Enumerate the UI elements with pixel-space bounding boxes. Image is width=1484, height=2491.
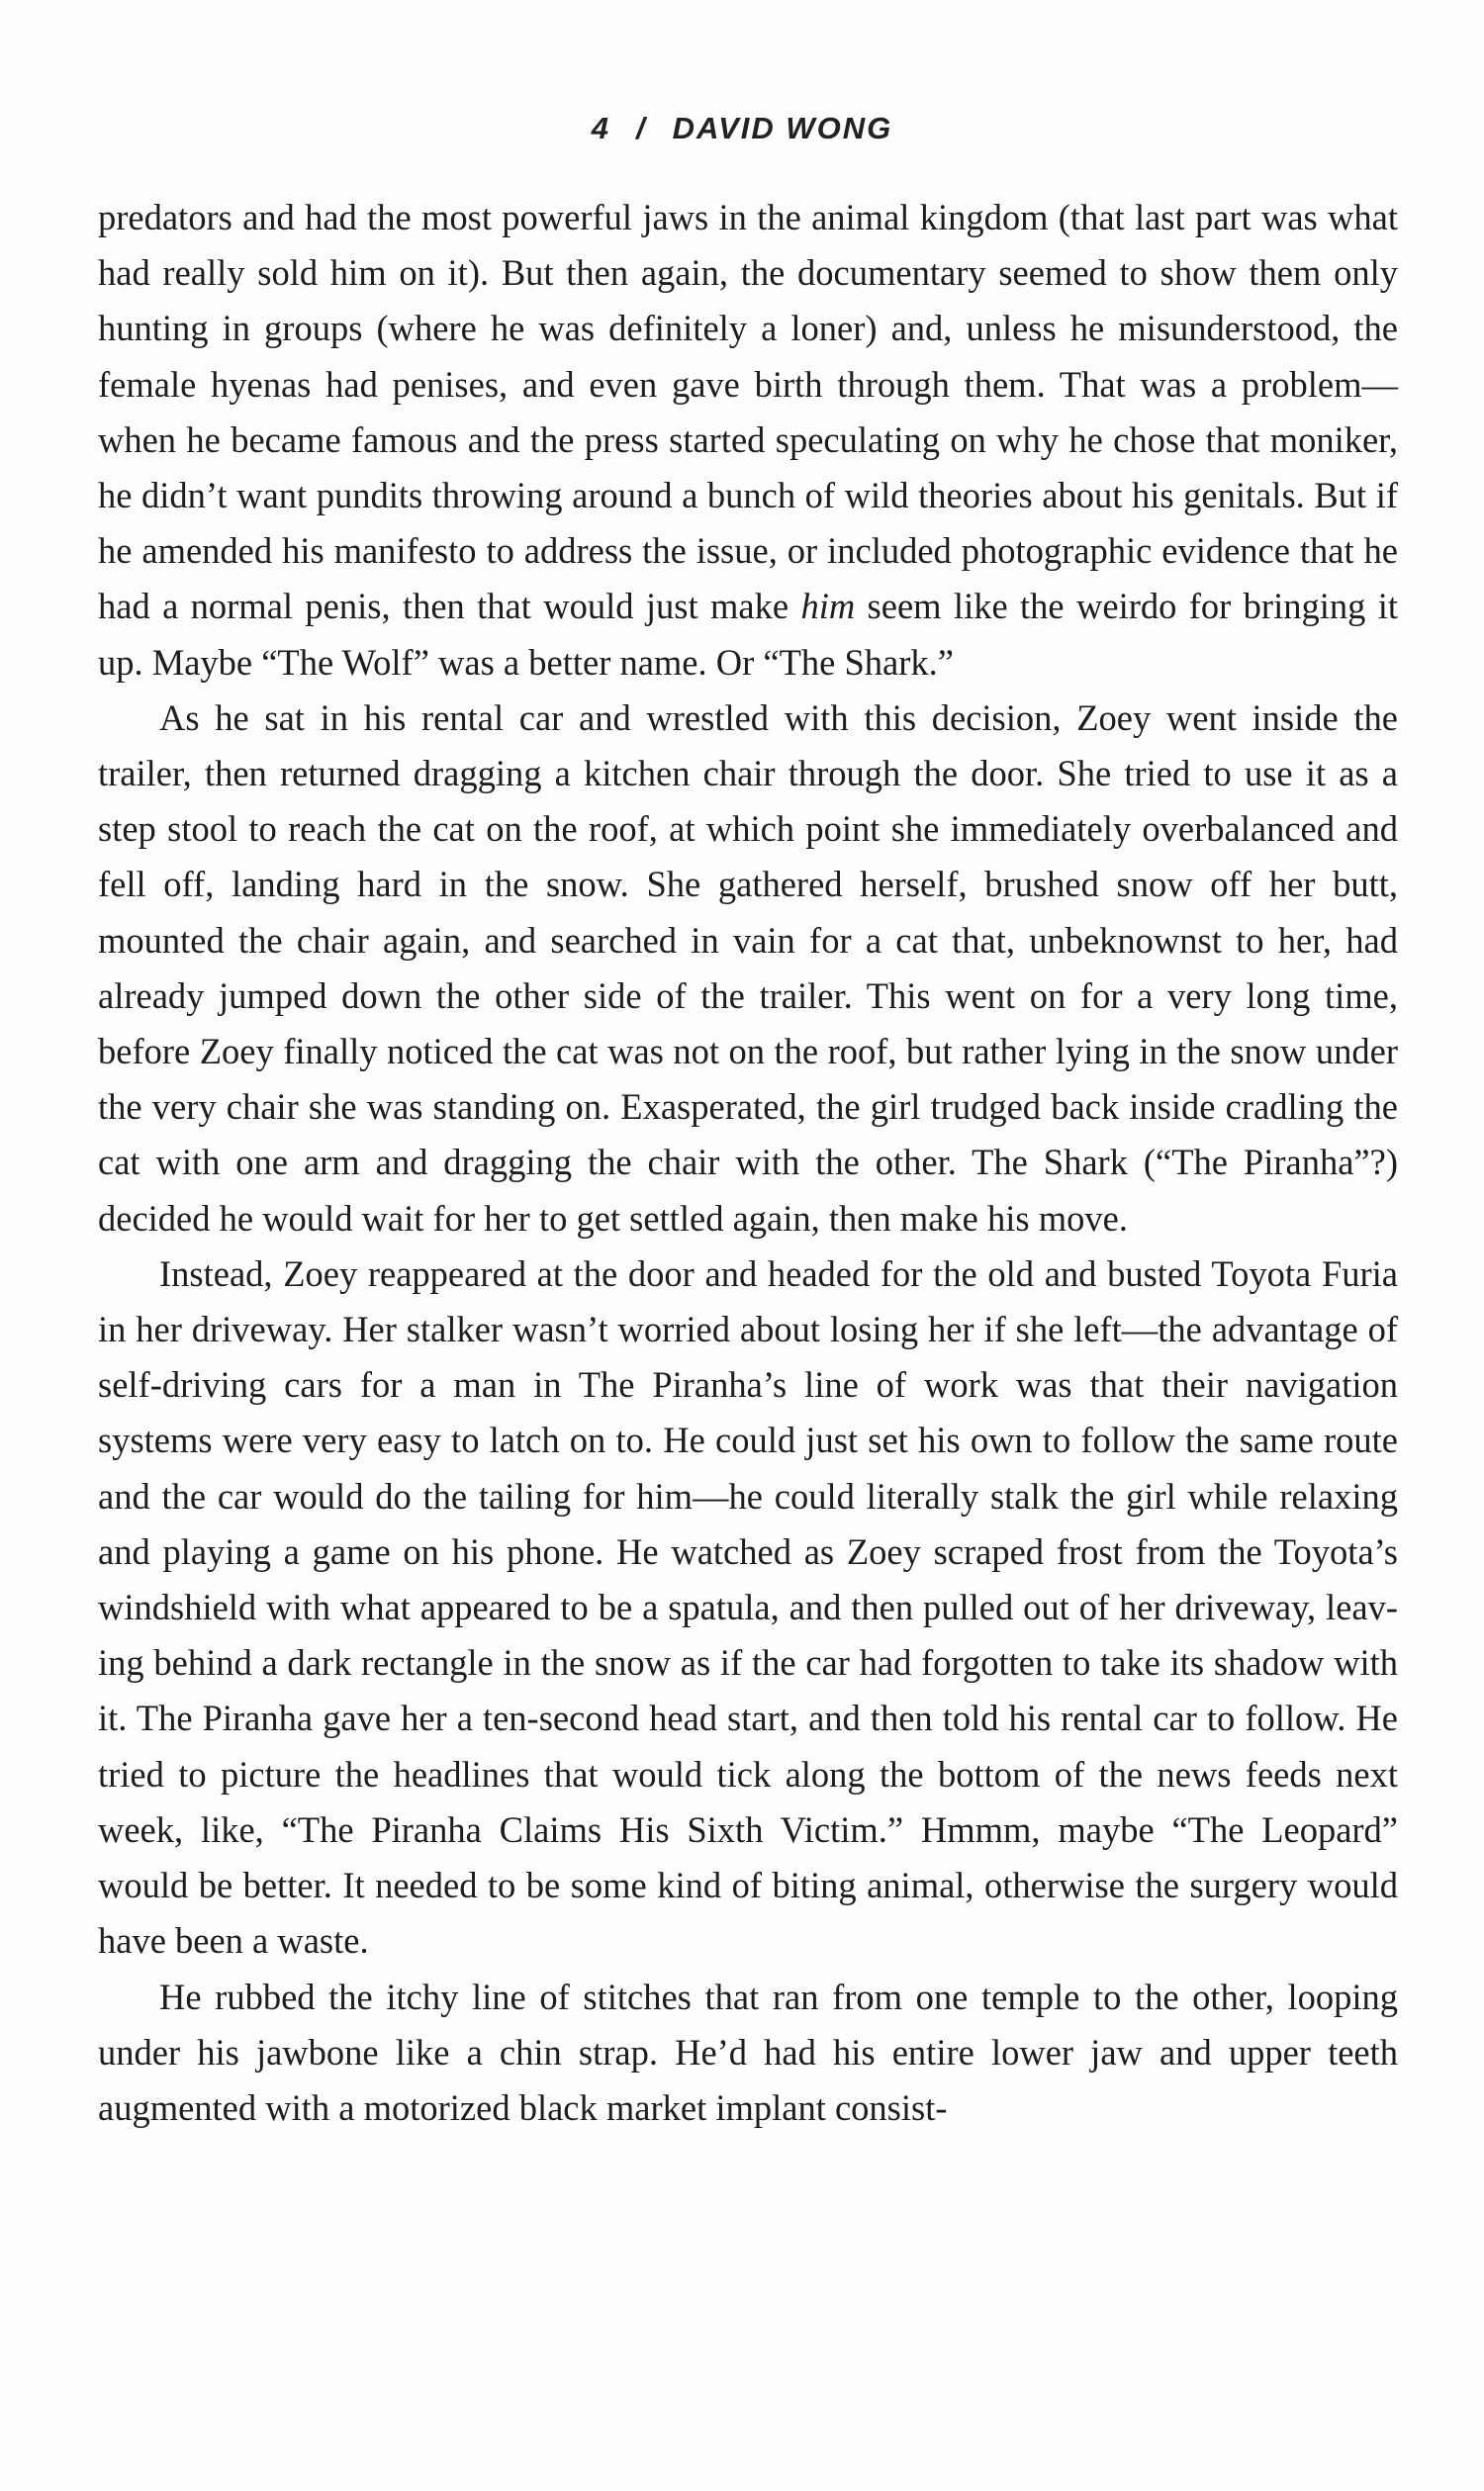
running-head [0, 111, 1484, 146]
paragraph-text: seem like the weirdo for bringing it up. Maybe “The Wolf” was a better name. Or “The Shark.” [98, 586, 1399, 683]
paragraph [98, 1970, 1398, 2137]
paragraph-text: He rubbed the itchy line of stitches that ran from one temple to the other, looping under his jawbone like a chin strap. He’d had his entire lower jaw and upper teeth augmented with a motorized black market implant consist- [98, 1976, 1398, 2128]
paragraph [98, 190, 1398, 691]
body-text [98, 190, 1398, 2136]
page-number: 4 [591, 111, 610, 145]
paragraph [98, 691, 1398, 1246]
paragraph [98, 1246, 1398, 1970]
paragraph-text: Instead, Zoey reappeared at the door and headed for the old and busted Toyota Furia in her driveway. Her stalker wasn’t worried about losing her if she left—the advantage of self-driving cars for a man in The Piranha’s line of work was that their navigation systems were very easy to latch on to. He could just set his own to follow the same route and the car would do the tailing for him—he could literally stalk the girl while relaxing and playing a game on his phone. He watched as Zoey scraped frost from the Toyota’s windshield with what appeared to be a spatula, and then pulled out of her driveway, leaving behind a dark rectangle in the snow as if the car had forgotten to take its shadow with it. The Piranha gave her a ten-second head start, and then told his rental car to follow. He tried to picture the headlines that would tick along the bottom of the news feeds next week, like, “The Piranha Claims His Sixth Victim.” Hmmm, maybe “The Leopard” would be better. It needed to be some kind of biting animal, otherwise the surgery would have been a waste. [98, 1252, 1398, 1962]
author-name: DAVID WONG [672, 111, 893, 145]
paragraph-text: As he sat in his rental car and wrestled with this decision, Zoey went inside the trailer, then returned dragging a kitchen chair through the door. She tried to use it as a step stool to reach the cat on the roof, at which point she immediately overbalanced and fell off, landing hard in the snow. She gathered herself, brushed snow off her butt, mounted the chair again, and searched in vain for a cat that, unbeknownst to her, had already jumped down the other side of the trailer. This went on for a very long time, before Zoey finally noticed the cat was not on the roof, but rather lying in the snow under the very chair she was standing on. Exasperated, the girl trudged back inside cradling the cat with one arm and dragging the chair with the other. The Shark (“The Piranha”?) decided he would wait for her to get settled again, then make his move. [98, 696, 1398, 1239]
running-head-separator: / [635, 111, 647, 145]
paragraph-text: predators and had the most powerful jaws in the animal kingdom (that last part was what had really sold him on it). But then again, the documentary seemed to show them only hunting in groups (where he was definitely a loner) and, unless he misunderstood, the female hyenas had penises, and even gave birth through them. That was a problem—when he became famous and the press started speculating on why he chose that moniker, he didn’t want pundits throwing around a bunch of wild theories about his genitals. But if he amended his manifesto to address the issue, or included photographic evidence that he had a normal penis, then that would just make [98, 197, 1398, 627]
emphasized-word: him [800, 586, 856, 627]
